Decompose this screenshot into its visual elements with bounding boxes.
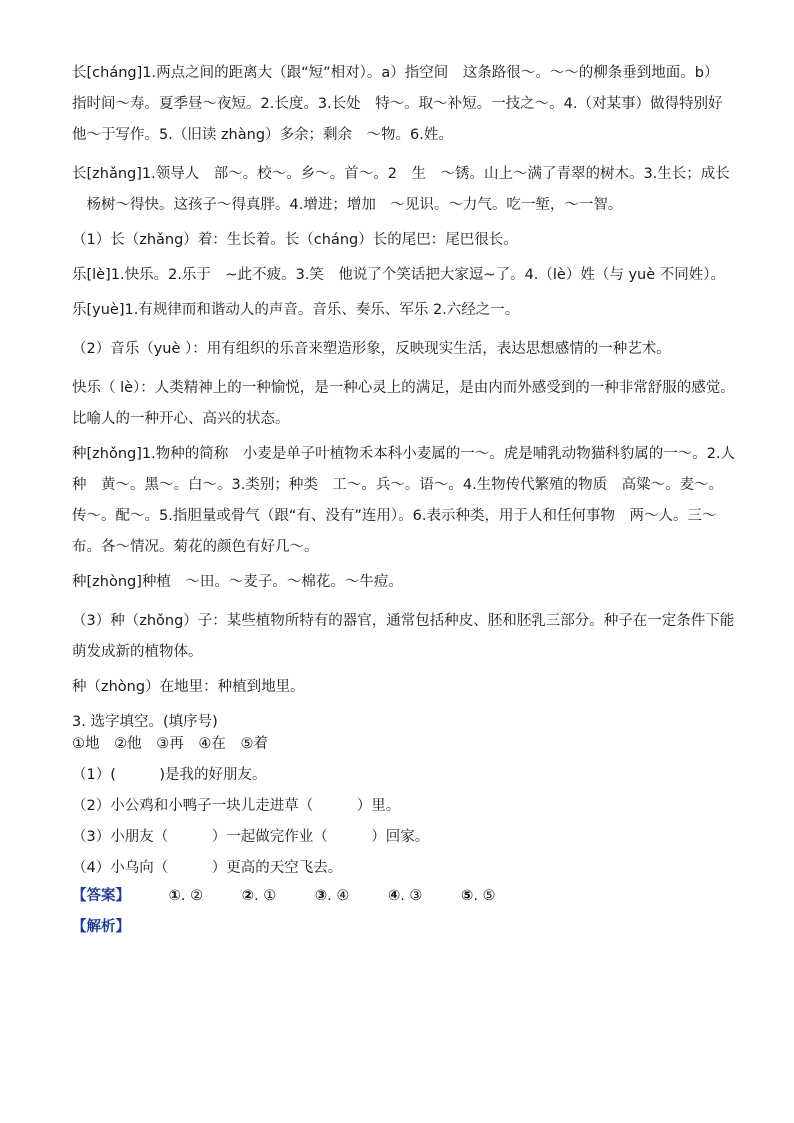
entry-line: 比喻人的一种开心、高兴的状态。 — [72, 411, 290, 427]
entry-zhong3 — [72, 443, 736, 558]
entry-zhong4 — [72, 571, 722, 593]
answer-item — [315, 885, 350, 907]
answer-value: . ③ — [400, 888, 423, 904]
entry-chang — [72, 62, 722, 146]
answer-value: . ⑤ — [473, 888, 496, 904]
note-2 — [72, 338, 722, 360]
answer-number: ② — [241, 888, 254, 904]
option: ③再 — [156, 736, 184, 752]
answer-value: . ② — [180, 888, 204, 904]
entry-line: 萌发成新的植物体。 — [72, 644, 203, 660]
note-4 — [72, 676, 722, 698]
question-3 — [72, 711, 722, 879]
analysis-label: 【解析】 — [72, 919, 130, 935]
answer-number: ③ — [314, 888, 328, 904]
answer-row — [72, 885, 722, 907]
note-1 — [72, 229, 722, 251]
entry-line: 他～于写作。5.（旧读 zhàng）多余；剩余 ～物。6.姓。 — [72, 127, 453, 143]
entry-kuaile — [72, 377, 735, 430]
question-item: （3）小朋友（ ）一起做完作业（ ）回家。 — [72, 829, 430, 845]
question-title: 3. 选字填空。(填序号) — [72, 714, 218, 730]
entry-line: 指时间～寿。夏季昼～夜短。2.长度。3.长处 特～。取～补短。一技之～。4.（对某事）做得特别好 — [72, 96, 723, 112]
answer-item — [461, 885, 496, 907]
entry-zhang — [72, 163, 730, 216]
note-3 — [72, 610, 735, 663]
entry-line: 种[zhǒng]1.物种的简称 小麦是单子叶植物禾本科小麦属的一～。虎是哺乳动物猫科豹属的一～。2.人 — [72, 446, 736, 462]
entry-line: 种（zhòng）在地里：种植到地里。 — [72, 679, 305, 695]
option: ⑤着 — [240, 736, 268, 752]
answer-value: . ① — [254, 888, 277, 904]
entry-line: 布。各～情况。菊花的颜色有好几～。 — [72, 539, 319, 555]
option: ①地 — [72, 736, 100, 752]
entry-line: （1）长（zhǎng）着：生长着。长（cháng）长的尾巴：尾巴很长。 — [72, 232, 518, 248]
answer-item — [242, 885, 277, 907]
dictionary-entries — [72, 62, 736, 698]
entry-line: 传～。配～。5.指胆量或骨气（跟“有、没有”连用）。6.表示种类，用于人和任何事物 两～人。三～ — [72, 508, 717, 524]
question-item: （4）小乌向（ ）更高的天空飞去。 — [72, 860, 343, 876]
answer-number: ⑤ — [461, 888, 474, 904]
answer-label: 【答案】 — [72, 888, 130, 904]
document-page — [72, 62, 736, 938]
question-options — [72, 733, 722, 755]
entry-line: 种 黄～。黑～。白～。3.类别；种类 工～。兵～。语～。4.生物传代繁殖的物质 高粱～。麦～。 — [72, 477, 724, 493]
entry-line: 乐[yuè]1.有规律而和谐动人的声音。音乐、奏乐、军乐 2.六经之一。 — [72, 302, 520, 318]
answer-item — [388, 885, 423, 907]
analysis-row — [72, 916, 722, 938]
entry-le — [72, 264, 726, 286]
option: ④在 — [198, 736, 226, 752]
entry-line: 种[zhòng]种植 ～田。～麦子。～棉花。～牛痘。 — [72, 574, 403, 590]
entry-line: （2）音乐（yuè ）：用有组织的乐音来塑造形象，反映现实生活，表达思想感情的一种艺术。 — [72, 341, 671, 357]
answer-number: ① — [168, 888, 181, 904]
answer-number: ④ — [387, 888, 401, 904]
option: ②他 — [114, 736, 142, 752]
entry-line: 快乐（ lè）：人类精神上的一种愉悦，是一种心灵上的满足，是由内而外感受到的一种非常舒服的感觉。 — [72, 380, 735, 396]
entry-line: 乐[lè]1.快乐。2.乐于 ~此不疲。3.笑 他说了个笑话把大家逗~了。4.（lè）姓（与 yuè 不同姓）。 — [72, 267, 726, 283]
question-item: （1）( )是我的好朋友。 — [72, 767, 267, 783]
answer-value: . ④ — [327, 888, 350, 904]
entry-yue — [72, 299, 722, 321]
answer-item — [169, 885, 204, 907]
entry-line: （3）种（zhǒng）子：某些植物所特有的器官，通常包括种皮、胚和胚乳三部分。种子在一定条件下能 — [72, 613, 735, 629]
entry-line: 长[cháng]1.两点之间的距离大（跟“短”相对）。a）指空间 这条路很～。～～的柳条垂到地面。b） — [72, 65, 719, 81]
entry-line: 长[zhǎng]1.领导人 部～。校～。乡～。首～。2 生 ～锈。山上～满了青翠的树木。3.生长；成长 — [72, 166, 730, 182]
entry-line: 杨树～得快。这孩子～得真胖。4.增进；增加 ～见识。～力气。吃一堑，～一智。 — [72, 197, 623, 213]
question-item: （2）小公鸡和小鸭子一块儿走进草（ ）里。 — [72, 798, 401, 814]
